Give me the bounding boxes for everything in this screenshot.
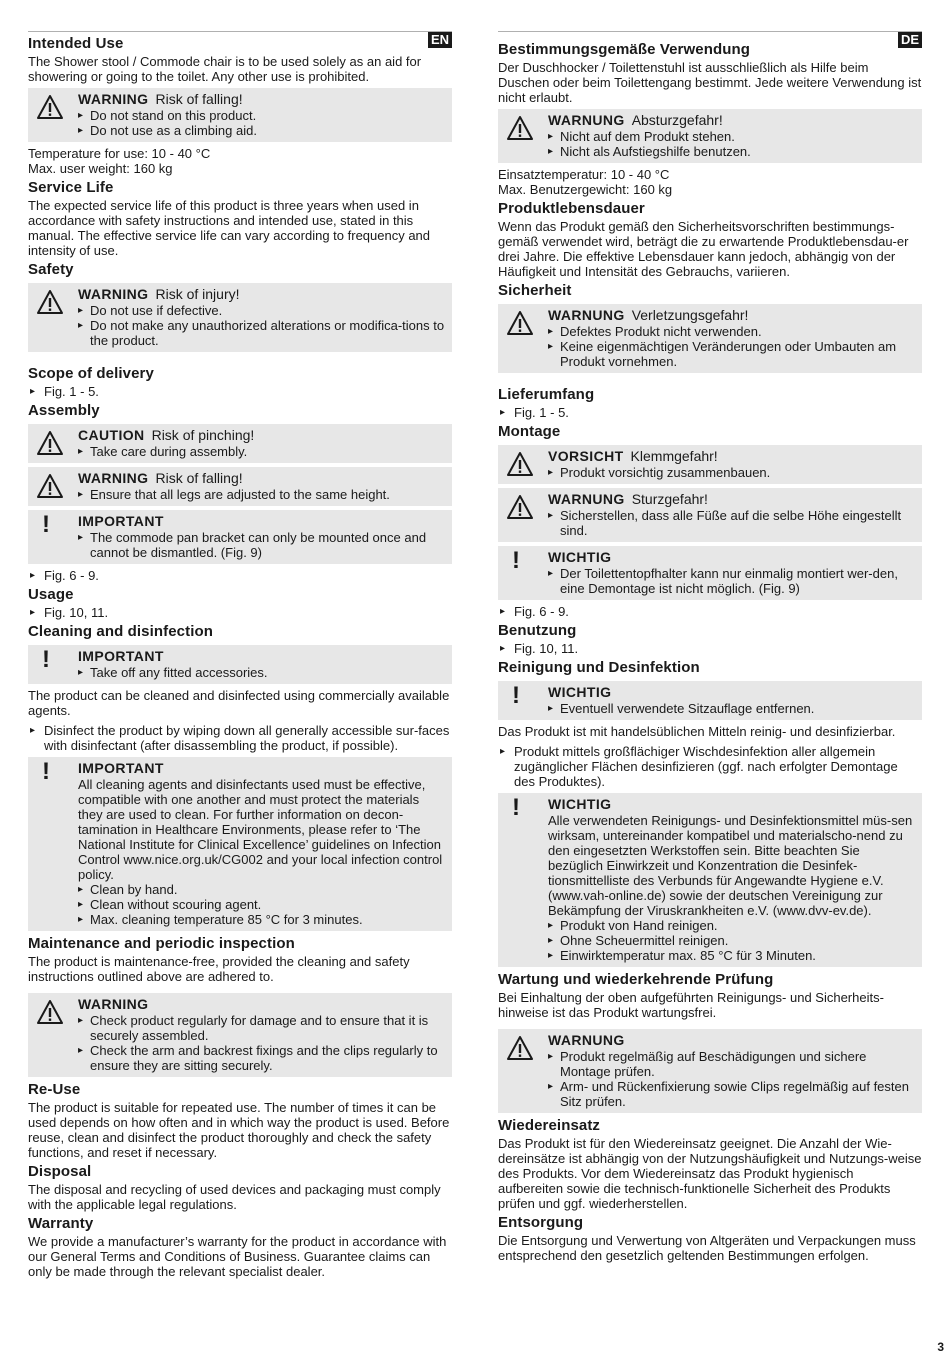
important-keyword: IMPORTANT bbox=[78, 648, 164, 664]
warning-item: ▸ Do not stand on this product. bbox=[78, 108, 446, 123]
heading-reuse: Re-Use bbox=[28, 1081, 81, 1098]
important-item: ▸ Take off any fitted accessories. bbox=[78, 665, 446, 680]
important-box-bracket bbox=[28, 510, 452, 564]
service-life-text: Wenn das Produkt gemäß den Sicherheitsvorschriften bestimmungs-gemäß verwendet wird, beträgt die zu erwartende Produktlebensdau-er drei Jahre. Die effektive Lebensdauer kann jedoch, abhängig von der Häufigkeit und Intensität des Gebrauchs, variieren. bbox=[498, 219, 909, 279]
heading-scope-of-delivery: Scope of delivery bbox=[28, 365, 154, 382]
warning-box-maintenance bbox=[28, 993, 452, 1077]
fig-reference: ▸ Fig. 6 - 9. bbox=[28, 568, 452, 583]
fig-reference: ▸ Fig. 10, 11. bbox=[498, 641, 922, 656]
important-item: ▸ Max. cleaning temperature 85 °C for 3 minutes. bbox=[78, 912, 446, 927]
warning-item: ▸ Keine eigenmächtigen Veränderungen oder Umbauten am Produkt vornehmen. bbox=[548, 339, 916, 369]
temperature-spec: Temperature for use: 10 - 40 °C bbox=[28, 146, 211, 161]
warning-keyword: WARNUNG bbox=[548, 491, 625, 507]
important-keyword: IMPORTANT bbox=[78, 513, 164, 529]
warning-triangle-icon bbox=[506, 494, 534, 520]
warning-item: ▸ Do not use as a climbing aid. bbox=[78, 123, 446, 138]
important-keyword: WICHTIG bbox=[548, 549, 612, 565]
fig-reference: ▸ Fig. 6 - 9. bbox=[498, 604, 922, 619]
cleaning-text: The product can be cleaned and disinfected using commercially available agents. bbox=[28, 688, 450, 718]
reuse-text: The product is suitable for repeated use. The number of times it can be used depends on how often and in which way the product is used. Before reuse, clean and disinfect the product thoroughly and check the safety functions, and reset if necessary. bbox=[28, 1100, 450, 1160]
disposal-text: The disposal and recycling of used devices and packaging must comply with the applicable legal regulations. bbox=[28, 1182, 441, 1212]
warning-hazard: Risk of falling! bbox=[155, 470, 243, 486]
heading-cleaning: Cleaning and disinfection bbox=[28, 623, 214, 640]
important-item: ▸ Ohne Scheuermittel reinigen. bbox=[548, 933, 916, 948]
warning-item: ▸ Nicht als Aufstiegshilfe benutzen. bbox=[548, 144, 916, 159]
column-german bbox=[498, 31, 922, 1263]
heading-warranty: Warranty bbox=[28, 1215, 94, 1232]
warning-box-maintenance bbox=[498, 1029, 922, 1113]
warning-triangle-icon bbox=[506, 451, 534, 477]
intended-use-text: The Shower stool / Commode chair is to be used solely as an aid for showering or going to the toilet. Any other use is prohibited. bbox=[28, 54, 422, 84]
column-top-rule bbox=[498, 31, 922, 32]
important-keyword: WICHTIG bbox=[548, 796, 612, 812]
warning-triangle-icon bbox=[506, 310, 534, 336]
language-badge-en: EN bbox=[428, 32, 452, 48]
heading-maintenance: Maintenance and periodic inspection bbox=[28, 935, 295, 952]
warning-keyword: WARNING bbox=[78, 286, 149, 302]
warning-item: ▸ Do not make any unauthorized alterations or modifica-tions to the product. bbox=[78, 318, 446, 348]
warning-hazard: Risk of falling! bbox=[155, 91, 243, 107]
temperature-spec: Einsatztemperatur: 10 - 40 °C bbox=[498, 167, 670, 182]
disposal-text: Die Entsorgung und Verwertung von Altgeräten und Verpackungen muss entsprechend den gesetzlich geltenden Bestimmungen erfolgen. bbox=[498, 1233, 916, 1263]
warning-item: ▸ Check product regularly for damage and to ensure that it is securely assembled. bbox=[78, 1013, 446, 1043]
important-item: ▸ Clean by hand. bbox=[78, 882, 446, 897]
caution-box-pinching bbox=[498, 445, 922, 484]
important-item: ▸ Einwirktemperatur max. 85 °C für 3 Minuten. bbox=[548, 948, 916, 963]
warranty-text: We provide a manufacturer’s warranty for the product in accordance with our General Terms and Conditions of Business. Guarantee claims can only be made through the relevant specialist dealer. bbox=[28, 1234, 447, 1279]
warning-item: ▸ Do not use if defective. bbox=[78, 303, 446, 318]
important-keyword: WICHTIG bbox=[548, 684, 612, 700]
intended-use-text: Der Duschhocker / Toilettenstuhl ist ausschließlich als Hilfe beim Duschen oder beim Toilettengang bestimmt. Jede weitere Verwendung ist nicht erlaubt. bbox=[498, 60, 922, 105]
warning-box-injury bbox=[498, 304, 922, 373]
warning-keyword: WARNUNG bbox=[548, 307, 625, 323]
warning-triangle-icon bbox=[36, 289, 64, 315]
service-life-text: The expected service life of this product is three years when used in accordance with safety instructions and intended use, stated in this manual. The effective service life can vary according to frequency and intensity of use. bbox=[28, 198, 431, 258]
warning-item: ▸ Check the arm and backrest fixings and the clips regularly to ensure they are sitting securely. bbox=[78, 1043, 446, 1073]
warning-hazard: Sturzgefahr! bbox=[631, 491, 708, 507]
heading-safety: Safety bbox=[28, 261, 74, 278]
heading-disposal: Entsorgung bbox=[498, 1214, 584, 1231]
warning-hazard: Verletzungsgefahr! bbox=[631, 307, 749, 323]
important-text: All cleaning agents and disinfectants used must be effective, compatible with one another and must protect the materials they are used to clean. For further information on decon-tamination in Healthcare Environments, please refer to ‘The National Institute for Clinical Excellence’ guidelines on Infection Control www.nice.org.uk/CG002 and your local infection control policy. bbox=[78, 777, 443, 882]
warning-triangle-icon bbox=[36, 430, 64, 456]
heading-usage: Benutzung bbox=[498, 622, 577, 639]
warning-box-height bbox=[28, 467, 452, 506]
important-item: ▸ Eventuell verwendete Sitzauflage entfernen. bbox=[548, 701, 916, 716]
exclamation-icon: ! bbox=[42, 511, 50, 538]
maintenance-text: Bei Einhaltung der oben aufgeführten Reinigungs- und Sicherheits-hinweise ist das Produkt wartungsfrei. bbox=[498, 990, 884, 1020]
heading-service-life: Produktlebensdauer bbox=[498, 200, 645, 217]
heading-reuse: Wiedereinsatz bbox=[498, 1117, 601, 1134]
column-top-rule bbox=[28, 31, 452, 32]
heading-cleaning: Reinigung und Desinfektion bbox=[498, 659, 700, 676]
heading-intended-use: Intended Use bbox=[28, 35, 124, 52]
warning-keyword: WARNING bbox=[78, 91, 149, 107]
fig-reference: ▸ Fig. 1 - 5. bbox=[498, 405, 922, 420]
caution-item: ▸ Take care during assembly. bbox=[78, 444, 446, 459]
fig-reference: ▸ Fig. 1 - 5. bbox=[28, 384, 452, 399]
important-box-cleaning-agents bbox=[28, 757, 452, 931]
important-item: ▸ Der Toilettentopfhalter kann nur einmalig montiert wer-den, eine Demontage ist nicht möglich. (Fig. 9) bbox=[548, 566, 916, 596]
heading-safety: Sicherheit bbox=[498, 282, 572, 299]
warning-hazard: Absturzgefahr! bbox=[631, 112, 723, 128]
reuse-text: Das Produkt ist für den Wiedereinsatz geeignet. Die Anzahl der Wie-dereinsätze ist abhängig von der Nutzungshäufigkeit und Nutzungs-weise des Produkts. Vor dem Wiedereinsatz das Produkt hygienisch aufbereiten sowie die technisch-funktionelle Sicherheit des Produkts prüfen und ggf. wiederherstellen. bbox=[498, 1136, 922, 1211]
exclamation-icon: ! bbox=[512, 794, 520, 821]
exclamation-icon: ! bbox=[42, 758, 50, 785]
important-box-accessories bbox=[28, 645, 452, 684]
important-item: ▸ The commode pan bracket can only be mounted once and cannot be dismantled. (Fig. 9) bbox=[78, 530, 446, 560]
warning-item: ▸ Sicherstellen, dass alle Füße auf die selbe Höhe eingestellt sind. bbox=[548, 508, 916, 538]
heading-service-life: Service Life bbox=[28, 179, 114, 196]
warning-box-falling bbox=[498, 109, 922, 163]
important-item: ▸ Clean without scouring agent. bbox=[78, 897, 446, 912]
heading-intended-use: Bestimmungsgemäße Verwendung bbox=[498, 41, 751, 58]
warning-triangle-icon bbox=[36, 473, 64, 499]
warning-item: ▸ Ensure that all legs are adjusted to the same height. bbox=[78, 487, 446, 502]
language-badge-de: DE bbox=[898, 32, 922, 48]
exclamation-icon: ! bbox=[42, 646, 50, 673]
caution-hazard: Klemmgefahr! bbox=[630, 448, 718, 464]
cleaning-bullet: ▸ Produkt mittels großflächiger Wischdesinfektion aller allgemein zugänglicher Flächen desinfizieren (ggf. nach erfolgter Demontage des Produktes). bbox=[498, 744, 922, 789]
warning-triangle-icon bbox=[506, 1035, 534, 1061]
cleaning-text: Das Produkt ist mit handelsüblichen Mitteln reinig- und desinfizierbar. bbox=[498, 724, 896, 739]
max-weight-spec: Max. Benutzergewicht: 160 kg bbox=[498, 182, 673, 197]
important-box-accessories bbox=[498, 681, 922, 720]
caution-keyword: CAUTION bbox=[78, 427, 145, 443]
warning-triangle-icon bbox=[36, 999, 64, 1025]
heading-maintenance: Wartung und wiederkehrende Prüfung bbox=[498, 971, 774, 988]
warning-keyword: WARNING bbox=[78, 996, 149, 1012]
warning-keyword: WARNUNG bbox=[548, 1032, 625, 1048]
warning-triangle-icon bbox=[36, 94, 64, 120]
warning-box-height bbox=[498, 488, 922, 542]
heading-usage: Usage bbox=[28, 586, 74, 603]
heading-disposal: Disposal bbox=[28, 1163, 92, 1180]
caution-item: ▸ Produkt vorsichtig zusammenbauen. bbox=[548, 465, 916, 480]
warning-triangle-icon bbox=[506, 115, 534, 141]
caution-keyword: VORSICHT bbox=[548, 448, 624, 464]
page-number: 3 bbox=[937, 1340, 944, 1354]
exclamation-icon: ! bbox=[512, 682, 520, 709]
warning-item: ▸ Defektes Produkt nicht verwenden. bbox=[548, 324, 916, 339]
fig-reference: ▸ Fig. 10, 11. bbox=[28, 605, 452, 620]
warning-item: ▸ Produkt regelmäßig auf Beschädigungen und sichere Montage prüfen. bbox=[548, 1049, 916, 1079]
warning-item: ▸ Arm- und Rückenfixierung sowie Clips regelmäßig auf festen Sitz prüfen. bbox=[548, 1079, 916, 1109]
cleaning-bullet: ▸ Disinfect the product by wiping down all generally accessible sur-faces with disinfectant (after disassembling the product, if possible). bbox=[28, 723, 452, 753]
warning-hazard: Risk of injury! bbox=[155, 286, 240, 302]
max-weight-spec: Max. user weight: 160 kg bbox=[28, 161, 173, 176]
important-keyword: IMPORTANT bbox=[78, 760, 164, 776]
heading-scope-of-delivery: Lieferumfang bbox=[498, 386, 595, 403]
column-english bbox=[28, 31, 452, 1279]
heading-assembly: Assembly bbox=[28, 402, 100, 419]
heading-assembly: Montage bbox=[498, 423, 561, 440]
important-text: Alle verwendeten Reinigungs- und Desinfektionsmittel müs-sen wirksam, untereinander kompatibel und materialscho-nend zu den eingesetzten Werkstoffen sein. Bitte beachten Sie bezüglich Einwirkzeit und Konzentration die Desinfek-tionsmittelliste des Verbunds für Angewandte Hygiene e.V. (www.vah-online.de) sowie der deutschen Vereinigung zur Bekämpfung der Viruskrankheiten e.V. (www.dvv-ev.de). bbox=[548, 813, 913, 918]
exclamation-icon: ! bbox=[512, 547, 520, 574]
warning-box-falling bbox=[28, 88, 452, 142]
important-box-cleaning-agents bbox=[498, 793, 922, 967]
maintenance-text: The product is maintenance-free, provided the cleaning and safety instructions outlined above are adhered to. bbox=[28, 954, 410, 984]
warning-keyword: WARNUNG bbox=[548, 112, 625, 128]
warning-item: ▸ Nicht auf dem Produkt stehen. bbox=[548, 129, 916, 144]
caution-hazard: Risk of pinching! bbox=[151, 427, 255, 443]
warning-keyword: WARNING bbox=[78, 470, 149, 486]
caution-box-pinching bbox=[28, 424, 452, 463]
warning-box-injury bbox=[28, 283, 452, 352]
important-box-bracket bbox=[498, 546, 922, 600]
important-item: ▸ Produkt von Hand reinigen. bbox=[548, 918, 916, 933]
